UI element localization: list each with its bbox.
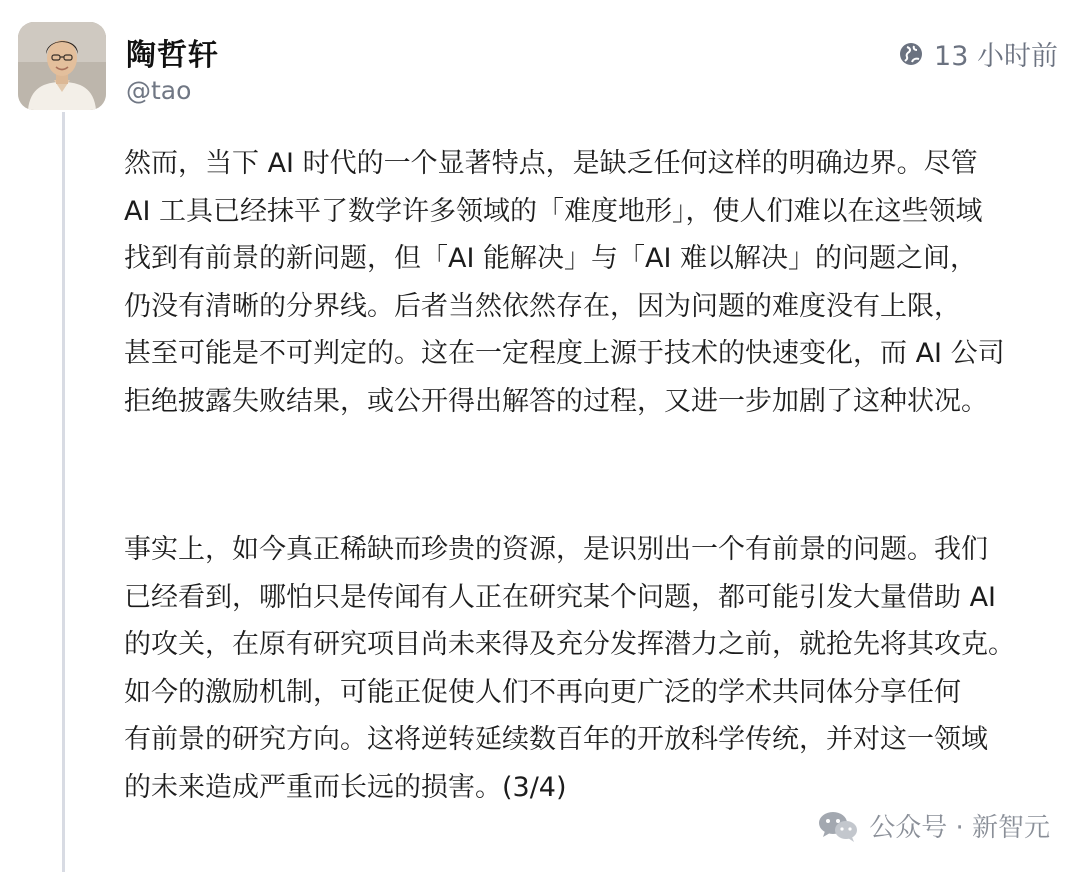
text-line: 找到有前景的新问题，但「AI 能解决」与「AI 难以解决」的问题之间， [124, 243, 978, 274]
text-line: 如今的激励机制，可能正促使人们不再向更广泛的学术共同体分享任何 [124, 676, 961, 708]
watermark-text: 公众号 · 新智元 [869, 813, 1050, 843]
text-line: 已经看到，哪怕只是传闻有人正在研究某个问题，都可能引发大量借助 AI [124, 581, 997, 613]
text-line: 拒绝披露失败结果，或公开得出解答的过程，又进一步加剧了这种状况。 [124, 385, 988, 417]
text-line: AI 工具已经抹平了数学许多领域的「难度地形」，使人们难以在这些领域 [124, 195, 983, 227]
text-line: 的未来造成严重而长远的损害。(3/4) [124, 771, 567, 803]
text-line: 然而，当下 AI 时代的一个显著特点，是缺乏任何这样的明确边界。尽管 [124, 148, 978, 179]
author-name[interactable]: 陶哲轩 [126, 38, 219, 73]
thread-connector-line [62, 112, 65, 872]
text-line: 事实上，如今真正稀缺而珍贵的资源，是识别出一个有前景的问题。我们 [124, 534, 988, 565]
author-handle[interactable]: @tao [126, 76, 192, 105]
avatar-portrait [18, 22, 106, 110]
wechat-icon [817, 809, 859, 843]
text-line: 甚至可能是不可判定的。这在一定程度上源于技术的快速变化，而 AI 公司 [124, 338, 1005, 369]
globe-icon [898, 41, 924, 67]
watermark [817, 807, 1050, 844]
text-line: 的攻关，在原有研究项目尚未来得及充分发挥潜力之前，就抢先将其攻克。 [124, 629, 1015, 660]
avatar[interactable] [18, 22, 106, 110]
text-line: 有前景的研究方向。这将逆转延续数百年的开放科学传统，并对这一领域 [124, 724, 988, 755]
text-line: 仍没有清晰的分界线。后者当然依然存在，因为问题的难度没有上限， [124, 290, 961, 322]
timestamp-text: 13 小时前 [934, 41, 1058, 72]
post-timestamp[interactable] [898, 34, 1058, 73]
post-paragraph-1 [124, 140, 1064, 425]
post-paragraph-2 [124, 526, 1064, 811]
